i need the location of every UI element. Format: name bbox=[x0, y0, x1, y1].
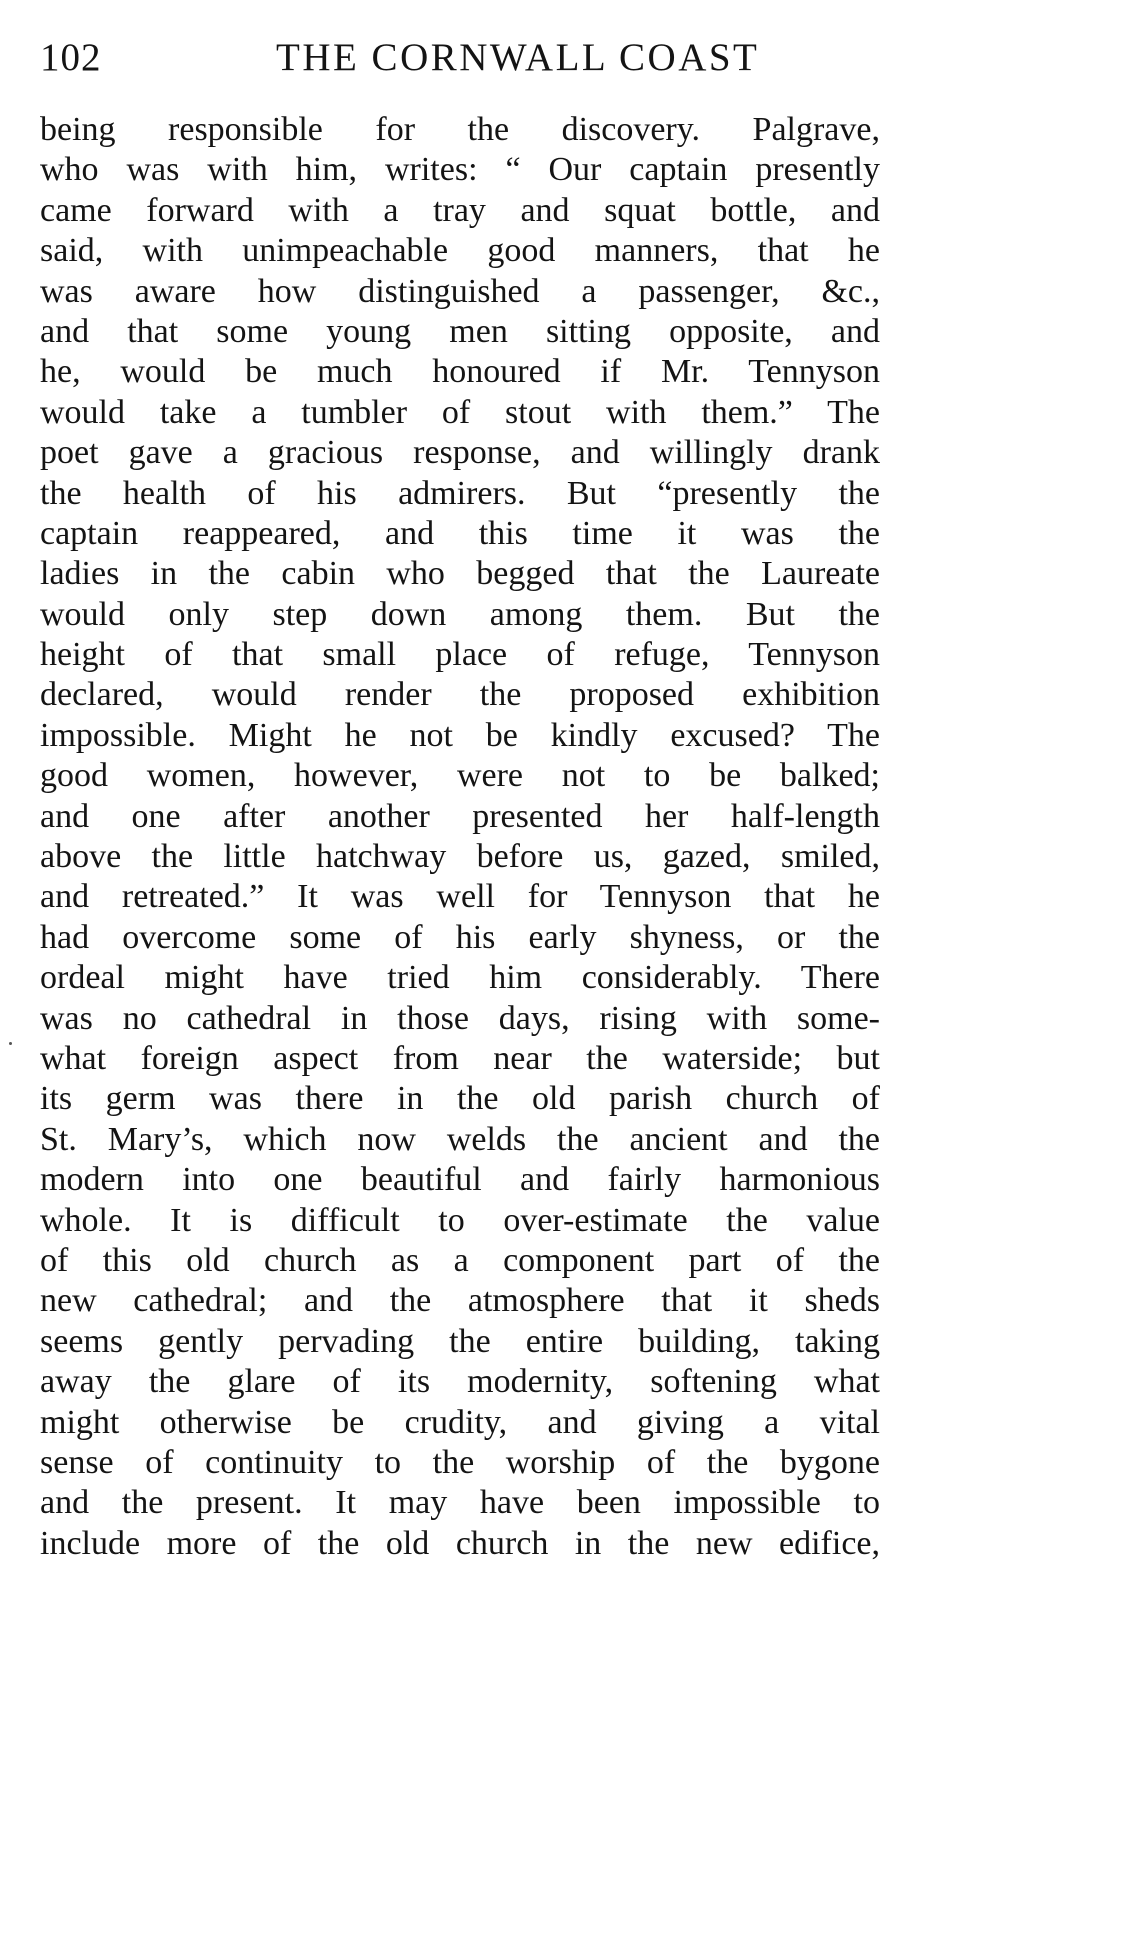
text-line: was aware how distinguished a passenger, &c., bbox=[40, 272, 880, 310]
text-line: declared, would render the proposed exhibition bbox=[40, 676, 880, 714]
text-line: away the glare of its modernity, softening what bbox=[40, 1363, 880, 1401]
text-line: ordeal might have tried him considerably. There bbox=[40, 959, 880, 997]
text-line: above the little hatchway before us, gazed, smiled, bbox=[40, 838, 880, 876]
text-line: and the present. It may have been impossible to bbox=[40, 1484, 880, 1522]
text-line: what foreign aspect from near the waterside; but bbox=[40, 1039, 880, 1077]
text-line: had overcome some of his early shyness, or the bbox=[40, 918, 880, 956]
text-line: impossible. Might he not be kindly excused? The bbox=[40, 716, 880, 754]
text-line: was no cathedral in those days, rising with some- bbox=[40, 999, 880, 1037]
page-number: 102 bbox=[40, 36, 102, 79]
text-line: new cathedral; and the atmosphere that it sheds bbox=[40, 1282, 880, 1320]
text-line: and that some young men sitting opposite, and bbox=[40, 312, 880, 350]
text-line: being responsible for the discovery. Palgrave, bbox=[40, 111, 880, 148]
text-line: its germ was there in the old parish church of bbox=[40, 1080, 880, 1118]
body-text bbox=[40, 110, 880, 1564]
text-line: height of that small place of refuge, Tennyson bbox=[40, 636, 880, 674]
text-line: include more of the old church in the new edifice, bbox=[40, 1524, 880, 1562]
text-line: might otherwise be crudity, and giving a vital bbox=[40, 1403, 880, 1441]
running-head bbox=[40, 28, 880, 88]
text-line: St. Mary’s, which now welds the ancient and the bbox=[40, 1120, 880, 1158]
text-line: and retreated.” It was well for Tennyson that he bbox=[40, 878, 880, 916]
text-line: would only step down among them. But the bbox=[40, 595, 880, 633]
text-line: good women, however, were not to be balked; bbox=[40, 757, 880, 795]
text-line: seems gently pervading the entire building, taking bbox=[40, 1322, 880, 1360]
print-speck bbox=[9, 1042, 12, 1045]
text-line: modern into one beautiful and fairly harmonious bbox=[40, 1161, 880, 1199]
text-line: came forward with a tray and squat bottle, and bbox=[40, 191, 880, 229]
text-line: said, with unimpeachable good manners, that he bbox=[40, 232, 880, 270]
text-line: sense of continuity to the worship of the bygone bbox=[40, 1443, 880, 1481]
text-line: would take a tumbler of stout with them.” The bbox=[40, 393, 880, 431]
text-line: who was with him, writes: “ Our captain presently bbox=[40, 151, 880, 189]
text-line: and one after another presented her half-length bbox=[40, 797, 880, 835]
text-line: the health of his admirers. But “presently the bbox=[40, 474, 880, 512]
running-title: THE CORNWALL COAST bbox=[276, 36, 760, 79]
text-line: he, would be much honoured if Mr. Tennyson bbox=[40, 353, 880, 391]
text-line: ladies in the cabin who begged that the Laureate bbox=[40, 555, 880, 593]
text-line: whole. It is difficult to over-estimate the value bbox=[40, 1201, 880, 1239]
text-line: of this old church as a component part of the bbox=[40, 1241, 880, 1279]
text-line: captain reappeared, and this time it was the bbox=[40, 514, 880, 552]
text-line: poet gave a gracious response, and willingly drank bbox=[40, 434, 880, 472]
